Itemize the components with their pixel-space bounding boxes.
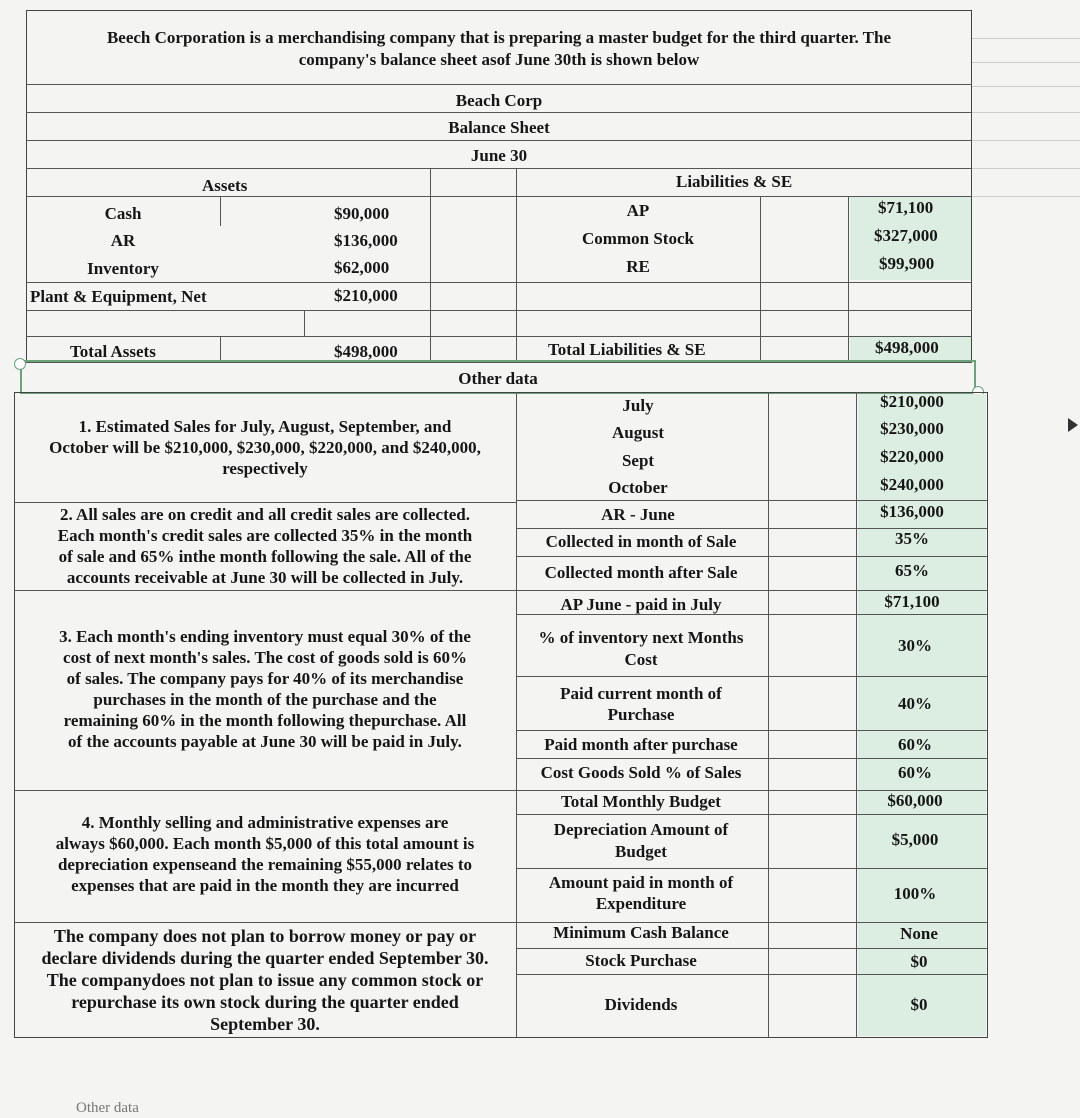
liability-value: $99,900 <box>879 254 935 273</box>
note-line: always $60,000. Each month $5,000 of this total amount is <box>55 834 475 853</box>
liability-label: Common Stock <box>582 229 694 248</box>
liability-value: $71,100 <box>878 198 934 217</box>
liability-label: AP <box>626 201 650 220</box>
item-value-min-cash: None <box>900 924 938 943</box>
note-1 <box>14 416 516 479</box>
col-line <box>848 196 849 362</box>
total-liabilities-value: $498,000 <box>875 338 939 357</box>
item-label-paid-after: Paid month after purchase <box>544 735 738 754</box>
row-line <box>856 676 988 677</box>
note-line: of sales. The company pays for 40% of its merchandise <box>66 669 464 688</box>
col-line <box>220 196 221 226</box>
other-data-header: Other data <box>458 369 538 388</box>
item-label-collected-after: Collected month after Sale <box>544 563 738 582</box>
asset-label: Inventory <box>87 259 159 278</box>
note-line: declare dividends during the quarter ended September 30. <box>41 948 489 968</box>
item-value-august: $230,000 <box>880 419 944 438</box>
row-line <box>856 948 988 949</box>
note-line: of sale and 65% inthe month following the sale. All of the <box>58 547 472 566</box>
item-label-amount-paid-2: Expenditure <box>595 894 687 913</box>
grid-line <box>972 86 1080 87</box>
note-line: October will be $210,000, $230,000, $220,000, and $240,000, <box>49 438 481 457</box>
row-line <box>14 922 988 923</box>
row-line <box>26 84 972 85</box>
note-line: September 30. <box>210 1014 320 1034</box>
col-line <box>768 392 769 1038</box>
note-line: 4. Monthly selling and administrative expenses are <box>81 813 449 832</box>
asset-value: $62,000 <box>334 258 390 277</box>
item-label-total-budget: Total Monthly Budget <box>561 792 721 811</box>
item-value-october: $240,000 <box>880 475 944 494</box>
intro-line-2: company's balance sheet asof June 30th is shown below <box>298 50 700 69</box>
item-label-inventory-pct: % of inventory next Months <box>538 628 744 647</box>
note-line: The company does not plan to borrow money or pay or <box>53 926 477 946</box>
company-name: Beach Corp <box>455 91 543 110</box>
asset-label: AR <box>110 231 136 250</box>
row-line <box>856 500 988 501</box>
item-label-amount-paid: Amount paid in month of <box>548 873 734 892</box>
footer-tab-label[interactable]: Other data <box>76 1100 139 1116</box>
row-line <box>856 556 988 557</box>
item-value-stock-purchase: $0 <box>910 952 928 971</box>
row-line <box>26 310 972 311</box>
item-value-cogs: 60% <box>898 763 932 782</box>
total-assets-label: Total Assets <box>70 342 156 361</box>
note-4 <box>14 812 516 896</box>
item-label-collected-month: Collected in month of Sale <box>545 532 737 551</box>
grid-line <box>972 62 1080 63</box>
asset-value: $210,000 <box>334 286 398 305</box>
row-line <box>856 814 988 815</box>
note-line: cost of next month's sales. The cost of goods sold is 60% <box>63 648 467 667</box>
note-line: purchases in the month of the purchase and the <box>93 690 437 709</box>
note-line: respectively <box>222 459 308 478</box>
note-line: expenses that are paid in the month they are incurred <box>71 876 459 895</box>
item-value-collected-after: 65% <box>895 561 929 580</box>
item-value-paid-after: 60% <box>898 735 932 754</box>
grid-line <box>972 140 1080 141</box>
row-line <box>26 196 972 197</box>
grid-line <box>972 38 1080 39</box>
item-label-july: July <box>622 396 654 415</box>
note-3 <box>14 626 516 752</box>
total-liabilities-label: Total Liabilities & SE <box>548 340 706 359</box>
sheet-date: June 30 <box>470 146 528 165</box>
asset-label: Plant & Equipment, Net <box>30 287 207 306</box>
row-line <box>14 590 988 591</box>
row-line <box>26 336 972 337</box>
grid-line <box>972 112 1080 113</box>
row-line <box>856 590 988 591</box>
item-label-depreciation: Depreciation Amount of <box>553 820 729 839</box>
note-line: The companydoes not plan to issue any common stock or <box>46 970 484 990</box>
scroll-arrow-icon[interactable] <box>1068 418 1078 432</box>
assets-header: Assets <box>202 176 248 195</box>
col-line <box>304 310 305 336</box>
col-line <box>430 168 431 362</box>
row-line <box>856 922 988 923</box>
grid-line <box>972 168 1080 169</box>
note-line: repurchase its own stock during the quarter ended <box>71 992 459 1012</box>
note-line: 2. All sales are on credit and all credit sales are collected. <box>60 505 470 524</box>
item-label-ar-june: AR - June <box>601 505 675 524</box>
note-line: of the accounts payable at June 30 will be paid in July. <box>68 732 462 751</box>
total-assets-value: $498,000 <box>334 342 398 361</box>
item-value-inventory-pct: 30% <box>898 636 932 655</box>
sheet-title: Balance Sheet <box>448 118 550 137</box>
item-value-sept: $220,000 <box>880 447 944 466</box>
item-label-paid-current: Paid current month of <box>560 684 722 703</box>
asset-label: Cash <box>104 204 142 223</box>
note-line: depreciation expenseand the remaining $55,000 relates to <box>57 855 473 874</box>
item-label-october: October <box>608 478 668 497</box>
liabilities-header: Liabilities & SE <box>676 172 793 191</box>
item-label-dividends: Dividends <box>604 995 678 1014</box>
note-line: Each month's credit sales are collected 35% in the month <box>57 526 473 545</box>
item-label-stock-purchase: Stock Purchase <box>585 951 697 970</box>
note-2 <box>14 504 516 588</box>
item-value-paid-current: 40% <box>898 694 932 713</box>
item-label-ap-june: AP June - paid in July <box>560 595 722 614</box>
item-label-depreciation-2: Budget <box>615 842 667 861</box>
row-line <box>856 614 988 615</box>
row-line <box>14 502 516 503</box>
note-line: 1. Estimated Sales for July, August, September, and <box>78 417 452 436</box>
item-value-total-budget: $60,000 <box>887 791 943 810</box>
row-line <box>26 282 972 283</box>
row-line <box>14 790 988 791</box>
row-line <box>26 168 972 169</box>
liability-label: RE <box>626 257 650 276</box>
intro-line-1: Beech Corporation is a merchandising company that is preparing a master budget for the third quarter. The <box>106 28 892 47</box>
item-value-dividends: $0 <box>910 995 928 1014</box>
note-line: accounts receivable at June 30 will be collected in July. <box>66 568 464 587</box>
grid-line <box>972 196 1080 197</box>
item-label-sept: Sept <box>621 451 655 470</box>
item-value-ar-june: $136,000 <box>880 502 944 521</box>
item-label-paid-current-2: Purchase <box>607 705 675 724</box>
item-value-ap-june: $71,100 <box>884 592 940 611</box>
row-line <box>856 758 988 759</box>
col-line <box>220 336 221 362</box>
row-line <box>26 112 972 113</box>
row-line <box>26 140 972 141</box>
item-label-august: August <box>612 423 664 442</box>
note-line: remaining 60% in the month following thepurchase. All <box>63 711 467 730</box>
item-value-amount-paid: 100% <box>893 884 937 903</box>
asset-value: $90,000 <box>334 204 390 223</box>
item-value-collected-month: 35% <box>895 529 929 548</box>
asset-value: $136,000 <box>334 231 398 250</box>
liability-value: $327,000 <box>874 226 938 245</box>
col-line <box>760 196 761 362</box>
item-value-july: $210,000 <box>880 392 944 411</box>
item-label-min-cash: Minimum Cash Balance <box>553 923 729 942</box>
item-label-cogs: Cost Goods Sold % of Sales <box>540 763 742 782</box>
note-line: 3. Each month's ending inventory must equal 30% of the <box>59 627 471 646</box>
row-line <box>856 974 988 975</box>
row-line <box>856 868 988 869</box>
item-label-inventory-pct-2: Cost <box>624 650 658 669</box>
row-line <box>856 730 988 731</box>
note-5 <box>14 925 516 1035</box>
item-value-depreciation: $5,000 <box>891 830 939 849</box>
